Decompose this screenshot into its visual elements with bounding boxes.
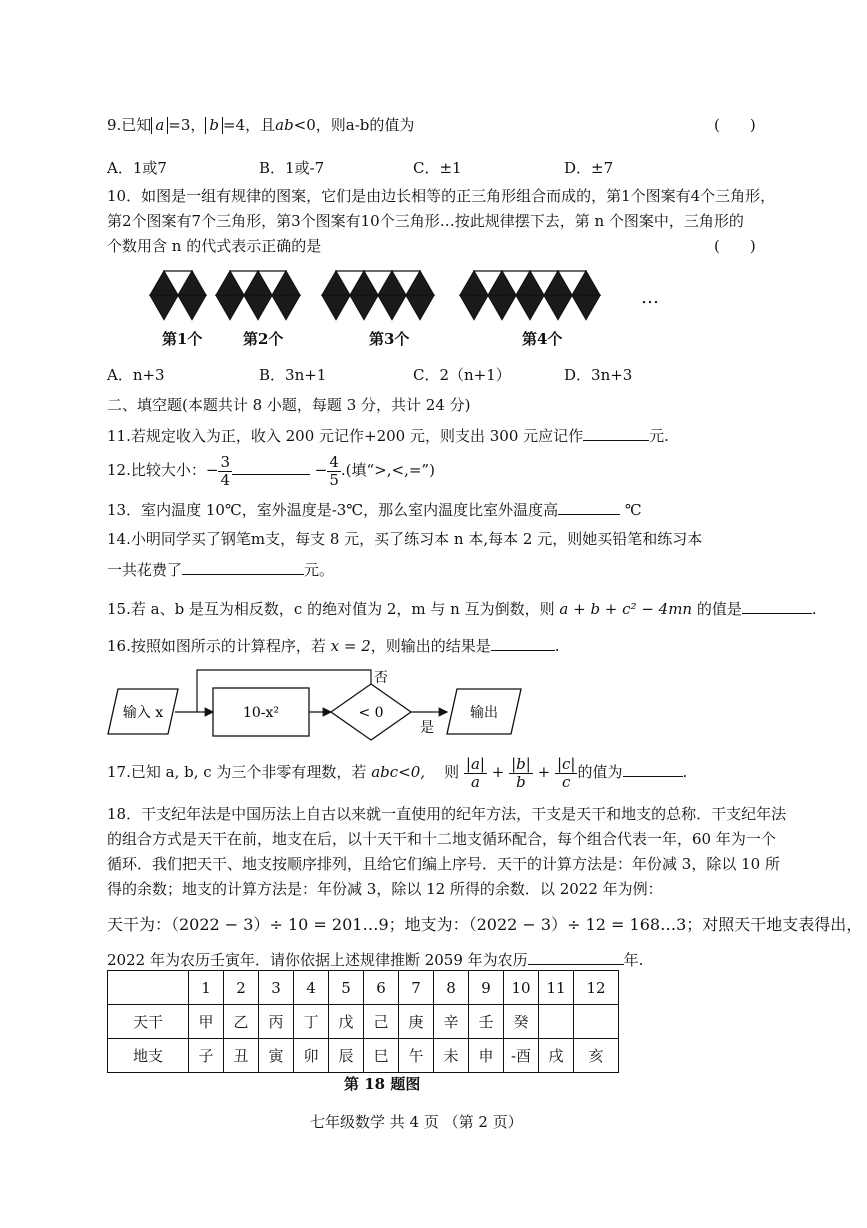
ganzhi-table [107,970,619,1073]
q14-blank[interactable] [182,560,304,575]
q13-blank[interactable] [558,500,620,515]
pattern-triangle [150,295,178,319]
q17: 17.已知 a, b, c 为三个非零有理数，若 abc<0, 则 $\frac{|a|}{a}$ + $\frac{|b|}{b}$ + $\frac{|c|}{c}$ 的值为 . [107,755,688,791]
dizhi-label: 地支 [108,1039,189,1073]
flow-no-label: 否 [374,670,388,686]
q16-flowchart [0,664,867,744]
q10-line1: 10．如图是一组有规律的图案，它们是由边长相等的正三角形组合而成的，第1个图案有4个三角形， [107,187,776,205]
q18-line5: 天干为：（2022 − 3）÷ 10 = 201…9；地支为：（2022 − 3）÷ 12 = 168…3；对照天干地支表得出， [107,915,863,934]
q10-answer-paren: ( ) [714,237,756,255]
q16: 16.按照如图所示的计算程序，若 x = 2，则输出的结果是 . [107,637,560,655]
q18-line2: 的组合方式是天干在前，地支在后，以十天干和十二地支循环配合，每个组合代表一年，60 年为一个 [107,830,776,848]
q9-stem: 9.已知 a =3， b =4，且ab<0，则a-b的值为 [107,116,415,134]
q14-line2: 一共花费了 元。 [107,561,335,579]
pattern-triangle [516,295,544,319]
q11-blank[interactable] [583,426,649,441]
q18-table-caption: 第 18 题图 [344,1075,421,1093]
ganzhi-tiangan-row: 天干 甲 乙 丙 丁 戊 己 庚 辛 壬 癸 [108,1005,619,1039]
flow-input-label: 输入 x [122,705,164,721]
pattern-triangle [216,295,244,319]
ganzhi-dizhi-row: 地支 子 丑 寅 卯 辰 巳 午 未 申 -酉 戌 亥 [108,1039,619,1073]
q18-line1: 18．干支纪年法是中国历法上自古以来就一直使用的纪年方法，干支是天干和地支的总称．干支纪年法 [107,805,787,823]
q10-caption-2: 第2个 [243,330,284,348]
q9-option-d: D．±7 [564,159,614,177]
flow-output-label: 输出 [470,705,498,721]
q15-blank[interactable] [742,599,812,614]
pattern-triangle [572,295,600,319]
q14-line1: 14.小明同学买了钢笔m支，每支 8 元，买了练习本 n 本,每本 2 元，则她买铅笔和练习本 [107,530,703,548]
q17-blank[interactable] [623,762,683,777]
q10-ellipsis: … [641,287,659,308]
flow-process-label: 10-x² [242,705,280,721]
q10-caption-3: 第3个 [369,330,410,348]
q9-answer-paren: ( ) [714,116,756,134]
q10-option-b: B．3n+1 [259,366,327,384]
page-footer: 七年级数学 共 4 页 （第 2 页） [310,1113,523,1131]
q12: 12.比较大小：− $\frac{3}{4}$ − $\frac{4}{5}$ .(填“>,<,=”) [107,453,435,489]
q12-blank[interactable] [232,460,310,475]
q9-option-a: A．1或7 [107,159,167,177]
q15: 15.若 a、b 是互为相反数，c 的绝对值为 2，m 与 n 互为倒数，则 a + b + c² − 4mn 的值是 . [107,600,817,618]
q16-blank[interactable] [491,636,555,651]
q18-line4: 得的余数；地支的计算方法是：年份减 3，除以 12 所得的余数．以 2022 年为例： [107,880,663,898]
q9-option-c: C．±1 [413,159,462,177]
q18-line6: 2022 年为农历壬寅年．请你依据上述规律推断 2059 年为农历 年. [107,951,644,969]
q11: 11.若规定收入为正，收入 200 元记作+200 元，则支出 300 元应记作 元. [107,427,669,445]
pattern-triangle [488,295,516,319]
pattern-triangle [244,295,272,319]
pattern-triangle [544,295,572,319]
q13: 13．室内温度 10℃，室外温度是-3℃，那么室内温度比室外温度高 ℃ [107,501,642,519]
flow-yes-label: 是 [420,720,434,736]
q10-option-a: A．n+3 [107,366,165,384]
pattern-triangle [322,295,350,319]
q18-blank[interactable] [528,950,624,965]
triangle-pattern-figure [0,265,867,345]
q9-option-b: B．1或-7 [259,159,325,177]
flow-decision-label: < 0 [358,705,384,721]
q10-line2: 第2个图案有7个三角形，第3个图案有10个三角形…按此规律摆下去，第 n 个图案中，三角形的 [107,212,744,230]
tiangan-label: 天干 [108,1005,189,1039]
q10-caption-4: 第4个 [522,330,563,348]
q18-line3: 循环．我们把天干、地支按顺序排列，且给它们编上序号．天干的计算方法是：年份减 3，除以 10 所 [107,855,780,873]
pattern-triangle [178,295,206,319]
q10-option-c: C．2（n+1） [413,366,511,384]
pattern-triangle [460,295,488,319]
q10-option-d: D．3n+3 [564,366,633,384]
pattern-triangle [350,295,378,319]
pattern-triangle [378,295,406,319]
ganzhi-number-row: 1 2 3 4 5 6 7 8 9 10 11 12 [108,971,619,1005]
section-2-heading: 二、填空题(本题共计 8 小题，每题 3 分，共计 24 分) [107,396,471,414]
pattern-triangle [272,295,300,319]
q10-caption-1: 第1个 [162,330,203,348]
q10-line3: 个数用含 n 的代式表示正确的是 [107,237,322,255]
pattern-triangle [406,295,434,319]
